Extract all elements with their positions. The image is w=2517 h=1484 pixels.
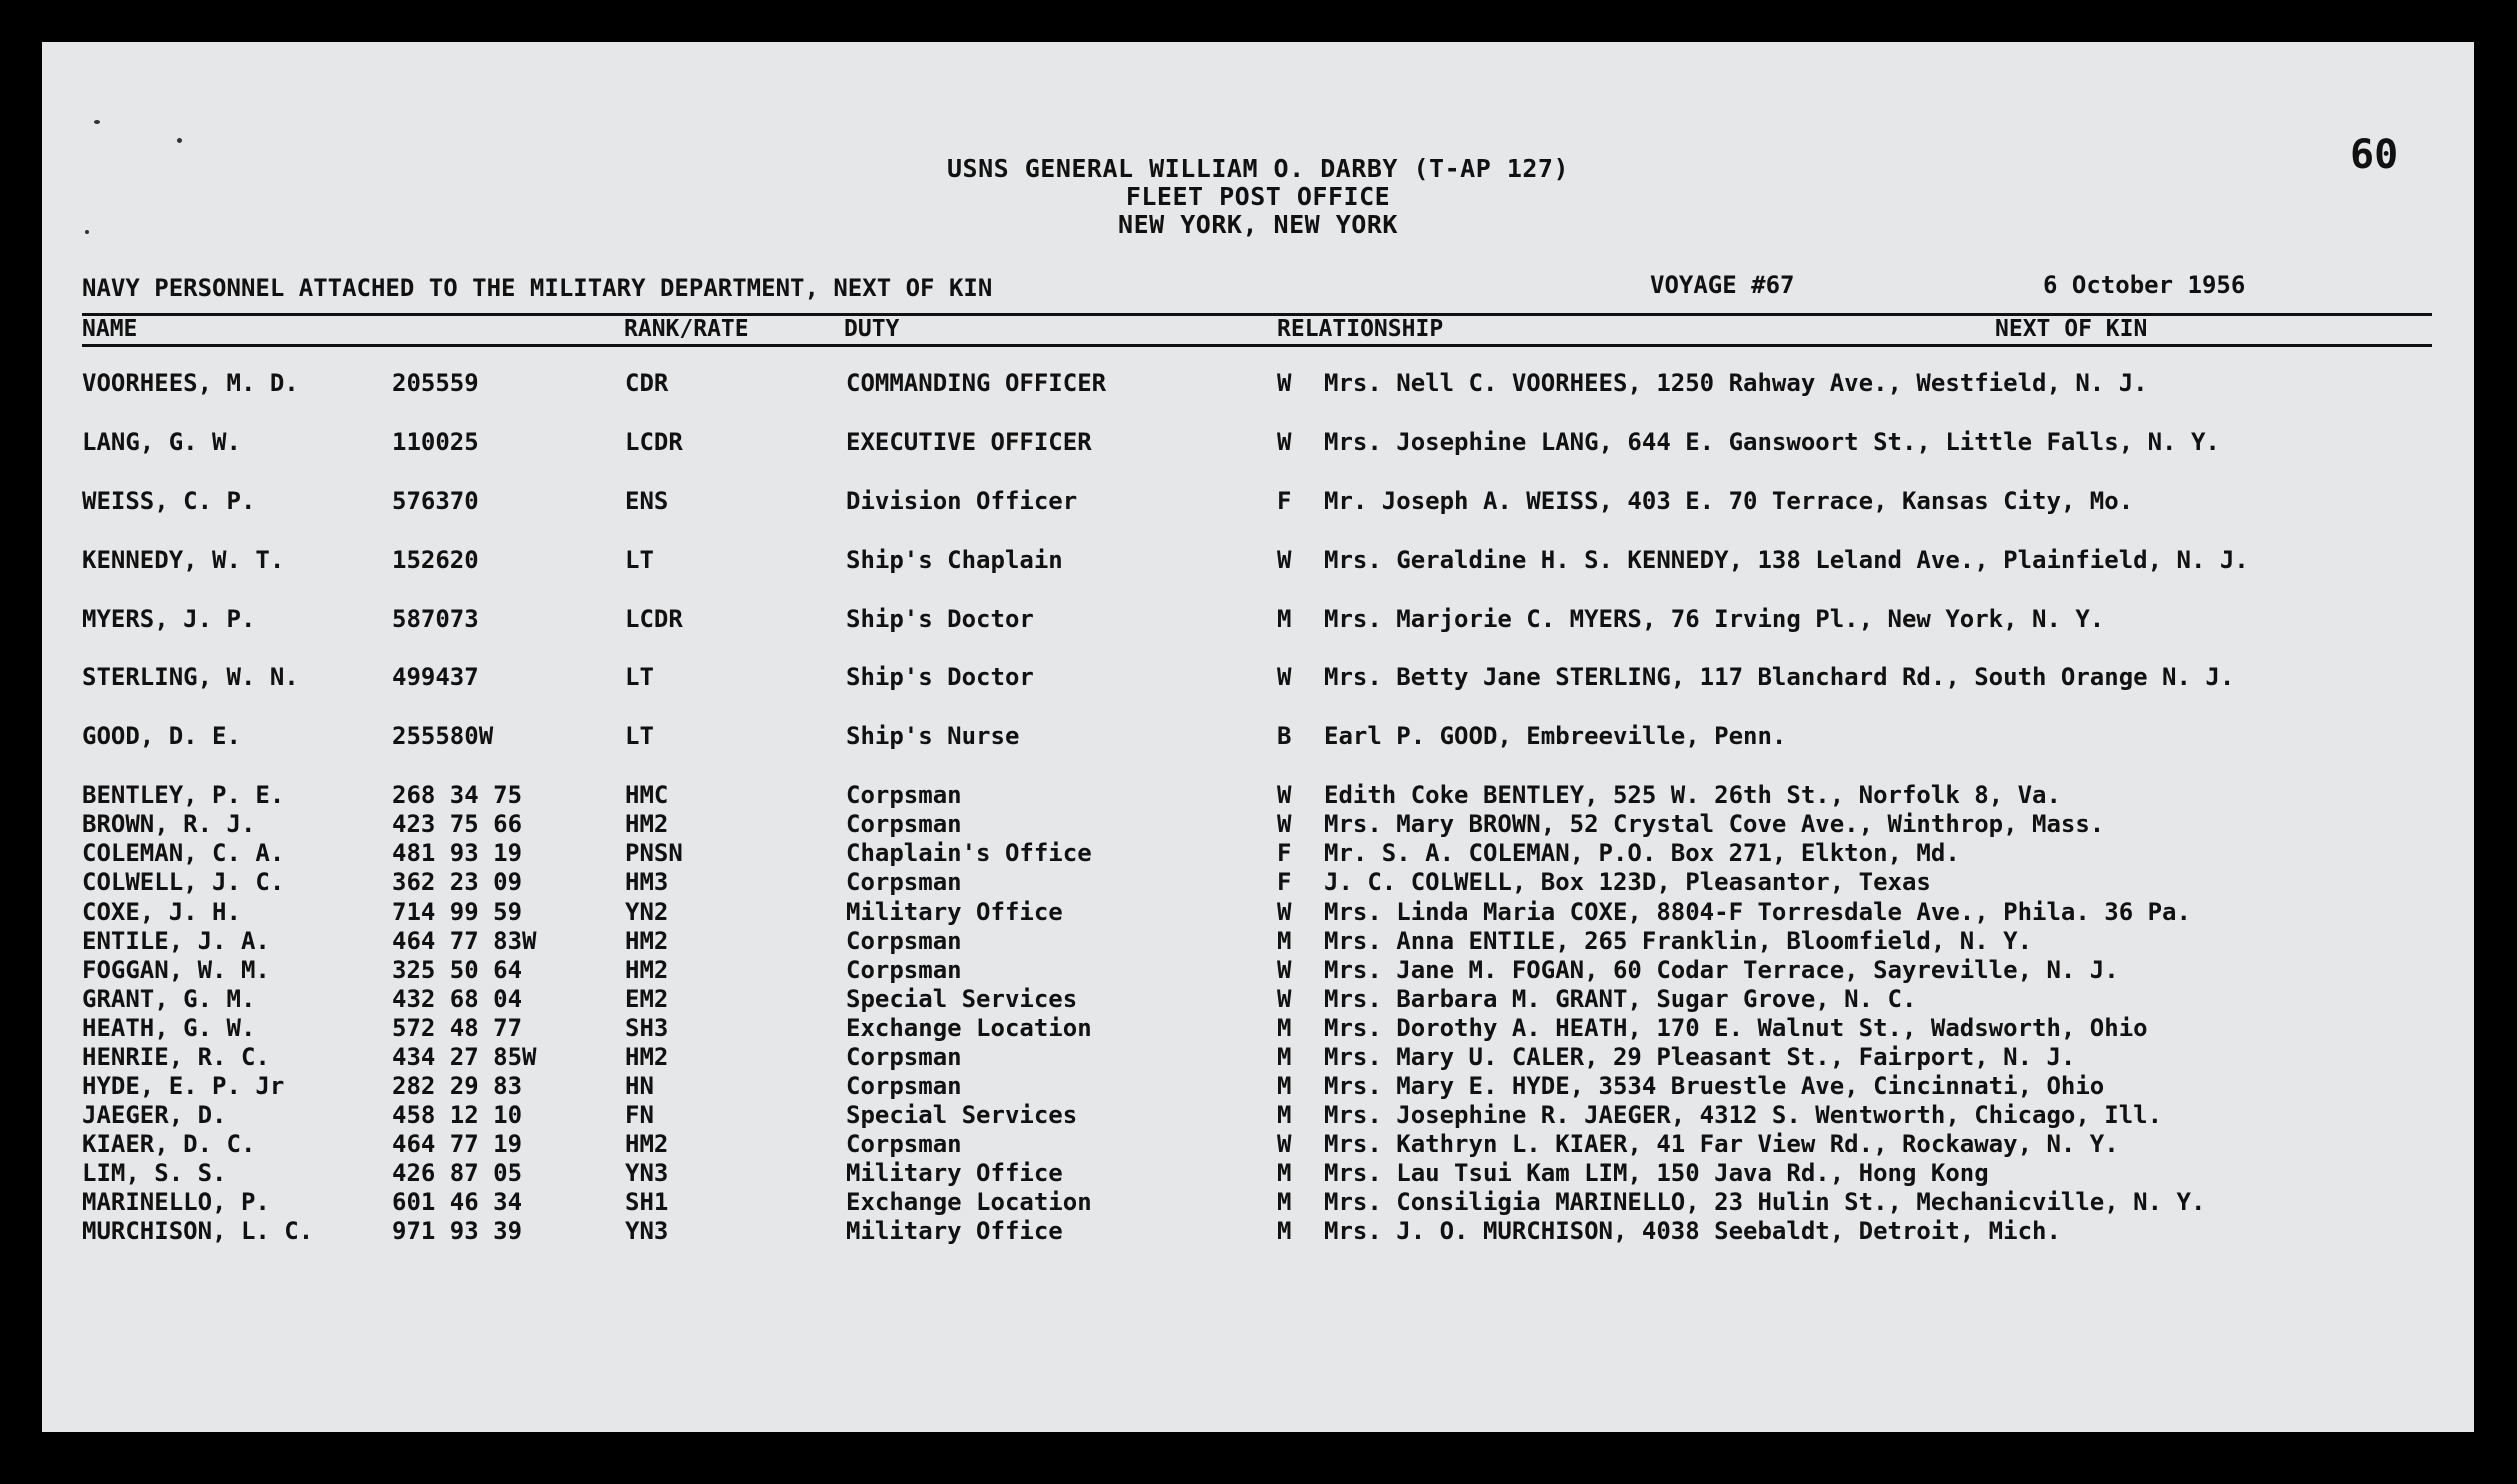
next-of-kin: Mrs. Consiligia MARINELLO, 23 Hulin St., Mechanicville, N. Y. [1324,1188,2206,1216]
rank-rate: LT [625,722,654,750]
service-number: 714 99 59 [392,898,523,926]
person-name: MURCHISON, L. C. [82,1217,314,1245]
next-of-kin: Mrs. Josephine LANG, 644 E. Ganswoort St., Little Falls, N. Y. [1324,428,2220,456]
voyage-number: VOYAGE #67 [1650,271,1795,299]
table-row [42,898,2474,928]
person-name: KIAER, D. C. [82,1130,256,1158]
table-row [42,369,2474,399]
duty: Exchange Location [846,1188,1092,1216]
person-name: GRANT, G. M. [82,985,256,1013]
relationship-code: M [1277,1014,1292,1042]
duty: Chaplain's Office [846,839,1092,867]
service-number: 110025 [392,428,479,456]
duty: Ship's Nurse [846,722,1020,750]
duty: Corpsman [846,1130,962,1158]
relationship-code: M [1277,1072,1292,1100]
header-post-office: FLEET POST OFFICE [1125,182,1391,211]
table-row [42,839,2474,869]
next-of-kin: Mrs. Dorothy A. HEATH, 170 E. Walnut St., Wadsworth, Ohio [1324,1014,2148,1042]
person-name: BROWN, R. J. [82,810,256,838]
table-row [42,605,2474,635]
table-row [42,927,2474,957]
rank-rate: HM2 [625,927,669,955]
service-number: 572 48 77 [392,1014,523,1042]
rank-rate: HM2 [625,810,669,838]
table-row [42,1217,2474,1247]
table-row [42,985,2474,1015]
next-of-kin: Mrs. Mary U. CALER, 29 Pleasant St., Fairport, N. J. [1324,1043,2076,1071]
header-rule-bottom [82,344,2432,347]
rank-rate: SH3 [625,1014,669,1042]
table-row [42,1072,2474,1102]
document-sheet [42,42,2474,1432]
duty: Corpsman [846,927,962,955]
table-row [42,1014,2474,1044]
relationship-code: W [1277,428,1292,456]
next-of-kin: Edith Coke BENTLEY, 525 W. 26th St., Norfolk 8, Va. [1324,781,2061,809]
next-of-kin: Earl P. GOOD, Embreeville, Penn. [1324,722,1787,750]
relationship-code: W [1277,369,1292,397]
next-of-kin: Mrs. Anna ENTILE, 265 Franklin, Bloomfield, N. Y. [1324,927,2033,955]
column-header-relationship: RELATIONSHIP [1277,316,1444,342]
service-number: 282 29 83 [392,1072,523,1100]
service-number: 152620 [392,546,479,574]
header-city: NEW YORK, NEW YORK [1118,210,1398,239]
relationship-code: M [1277,1217,1292,1245]
table-row [42,1188,2474,1218]
next-of-kin: Mrs. Mary BROWN, 52 Crystal Cove Ave., Winthrop, Mass. [1324,810,2105,838]
rank-rate: YN2 [625,898,669,926]
relationship-code: F [1277,868,1292,896]
duty: Ship's Doctor [846,663,1034,691]
rank-rate: LT [625,546,654,574]
next-of-kin: Mrs. Geraldine H. S. KENNEDY, 138 Leland Ave., Plainfield, N. J. [1324,546,2249,574]
relationship-code: M [1277,1043,1292,1071]
rank-rate: CDR [625,369,669,397]
next-of-kin: Mrs. Mary E. HYDE, 3534 Bruestle Ave, Cincinnati, Ohio [1324,1072,2105,1100]
header-ship-name: USNS GENERAL WILLIAM O. DARBY (T-AP 127) [946,154,1570,183]
document-date: 6 October 1956 [2043,271,2246,299]
table-row [42,868,2474,898]
duty: Division Officer [846,487,1078,515]
table-row [42,1130,2474,1160]
service-number: 971 93 39 [392,1217,523,1245]
service-number: 434 27 85W [392,1043,537,1071]
column-header-name: NAME [82,316,138,342]
rank-rate: FN [625,1101,654,1129]
person-name: MYERS, J. P. [82,605,256,633]
service-number: 499437 [392,663,479,691]
relationship-code: B [1277,722,1292,750]
person-name: GOOD, D. E. [82,722,241,750]
relationship-code: F [1277,839,1292,867]
next-of-kin: Mrs. Lau Tsui Kam LIM, 150 Java Rd., Hong Kong [1324,1159,1989,1187]
service-number: 362 23 09 [392,868,523,896]
column-header-next-of-kin: NEXT OF KIN [1995,316,2148,342]
next-of-kin: Mrs. Linda Maria COXE, 8804-F Torresdale Ave., Phila. 36 Pa. [1324,898,2191,926]
duty: Military Office [846,1217,1063,1245]
table-row [42,1101,2474,1131]
duty: Special Services [846,985,1078,1013]
table-row [42,781,2474,811]
duty: Corpsman [846,868,962,896]
duty: Military Office [846,1159,1063,1187]
duty: Military Office [846,898,1063,926]
rank-rate: PNSN [625,839,683,867]
duty: Ship's Doctor [846,605,1034,633]
rank-rate: HM2 [625,956,669,984]
relationship-code: M [1277,927,1292,955]
service-number: 576370 [392,487,479,515]
duty: Corpsman [846,781,962,809]
next-of-kin: Mrs. Jane M. FOGAN, 60 Codar Terrace, Sayreville, N. J. [1324,956,2119,984]
person-name: ENTILE, J. A. [82,927,270,955]
person-name: COXE, J. H. [82,898,241,926]
page-number: 60 [2350,132,2399,178]
table-row [42,487,2474,517]
rank-rate: LCDR [625,605,683,633]
next-of-kin: Mr. Joseph A. WEISS, 403 E. 70 Terrace, Kansas City, Mo. [1324,487,2134,515]
relationship-code: W [1277,956,1292,984]
service-number: 587073 [392,605,479,633]
dust-speck [177,138,182,143]
service-number: 458 12 10 [392,1101,523,1129]
duty: Ship's Chaplain [846,546,1063,574]
rank-rate: HM2 [625,1130,669,1158]
person-name: BENTLEY, P. E. [82,781,285,809]
next-of-kin: Mrs. Barbara M. GRANT, Sugar Grove, N. C. [1324,985,1917,1013]
rank-rate: LCDR [625,428,683,456]
rank-rate: LT [625,663,654,691]
next-of-kin: J. C. COLWELL, Box 123D, Pleasantor, Texas [1324,868,1931,896]
table-row [42,663,2474,693]
duty: EXECUTIVE OFFICER [846,428,1092,456]
rank-rate: HM3 [625,868,669,896]
next-of-kin: Mr. S. A. COLEMAN, P.O. Box 271, Elkton, Md. [1324,839,1960,867]
person-name: HYDE, E. P. Jr [82,1072,285,1100]
person-name: VOORHEES, M. D. [82,369,299,397]
rank-rate: SH1 [625,1188,669,1216]
person-name: WEISS, C. P. [82,487,256,515]
service-number: 432 68 04 [392,985,523,1013]
relationship-code: F [1277,487,1292,515]
service-number: 205559 [392,369,479,397]
relationship-code: W [1277,810,1292,838]
person-name: LIM, S. S. [82,1159,227,1187]
person-name: HENRIE, R. C. [82,1043,270,1071]
column-header-rank: RANK/RATE [624,316,749,342]
relationship-code: M [1277,1159,1292,1187]
service-number: 268 34 75 [392,781,523,809]
duty: Corpsman [846,956,962,984]
service-number: 464 77 19 [392,1130,523,1158]
relationship-code: W [1277,985,1292,1013]
person-name: JAEGER, D. [82,1101,227,1129]
person-name: COLEMAN, C. A. [82,839,285,867]
rank-rate: YN3 [625,1217,669,1245]
person-name: FOGGAN, W. M. [82,956,270,984]
rank-rate: EM2 [625,985,669,1013]
service-number: 325 50 64 [392,956,523,984]
next-of-kin: Mrs. Kathryn L. KIAER, 41 Far View Rd., Rockaway, N. Y. [1324,1130,2119,1158]
person-name: LANG, G. W. [82,428,241,456]
table-row [42,428,2474,458]
person-name: HEATH, G. W. [82,1014,256,1042]
relationship-code: M [1277,1188,1292,1216]
duty: Exchange Location [846,1014,1092,1042]
person-name: KENNEDY, W. T. [82,546,285,574]
table-row [42,722,2474,752]
relationship-code: W [1277,546,1292,574]
next-of-kin: Mrs. J. O. MURCHISON, 4038 Seebaldt, Detroit, Mich. [1324,1217,2061,1245]
rank-rate: HN [625,1072,654,1100]
relationship-code: W [1277,898,1292,926]
relationship-code: W [1277,663,1292,691]
duty: Corpsman [846,1072,962,1100]
next-of-kin: Mrs. Marjorie C. MYERS, 76 Irving Pl., New York, N. Y. [1324,605,2105,633]
relationship-code: M [1277,1101,1292,1129]
table-row [42,1159,2474,1189]
table-row [42,810,2474,840]
document-title: NAVY PERSONNEL ATTACHED TO THE MILITARY DEPARTMENT, NEXT OF KIN [82,274,993,302]
table-row [42,546,2474,576]
rank-rate: YN3 [625,1159,669,1187]
rank-rate: ENS [625,487,669,515]
rank-rate: HM2 [625,1043,669,1071]
service-number: 255580W [392,722,494,750]
relationship-code: W [1277,1130,1292,1158]
person-name: MARINELLO, P. [82,1188,270,1216]
service-number: 423 75 66 [392,810,523,838]
service-number: 426 87 05 [392,1159,523,1187]
service-number: 481 93 19 [392,839,523,867]
relationship-code: W [1277,781,1292,809]
service-number: 601 46 34 [392,1188,523,1216]
next-of-kin: Mrs. Nell C. VOORHEES, 1250 Rahway Ave., Westfield, N. J. [1324,369,2148,397]
duty: Corpsman [846,810,962,838]
next-of-kin: Mrs. Josephine R. JAEGER, 4312 S. Wentworth, Chicago, Ill. [1324,1101,2163,1129]
column-header-duty: DUTY [844,316,900,342]
duty: Corpsman [846,1043,962,1071]
dust-speck [94,120,100,124]
relationship-code: M [1277,605,1292,633]
person-name: STERLING, W. N. [82,663,299,691]
table-row [42,956,2474,986]
duty: COMMANDING OFFICER [846,369,1107,397]
duty: Special Services [846,1101,1078,1129]
rank-rate: HMC [625,781,669,809]
next-of-kin: Mrs. Betty Jane STERLING, 117 Blanchard Rd., South Orange N. J. [1324,663,2235,691]
person-name: COLWELL, J. C. [82,868,285,896]
service-number: 464 77 83W [392,927,537,955]
table-row [42,1043,2474,1073]
